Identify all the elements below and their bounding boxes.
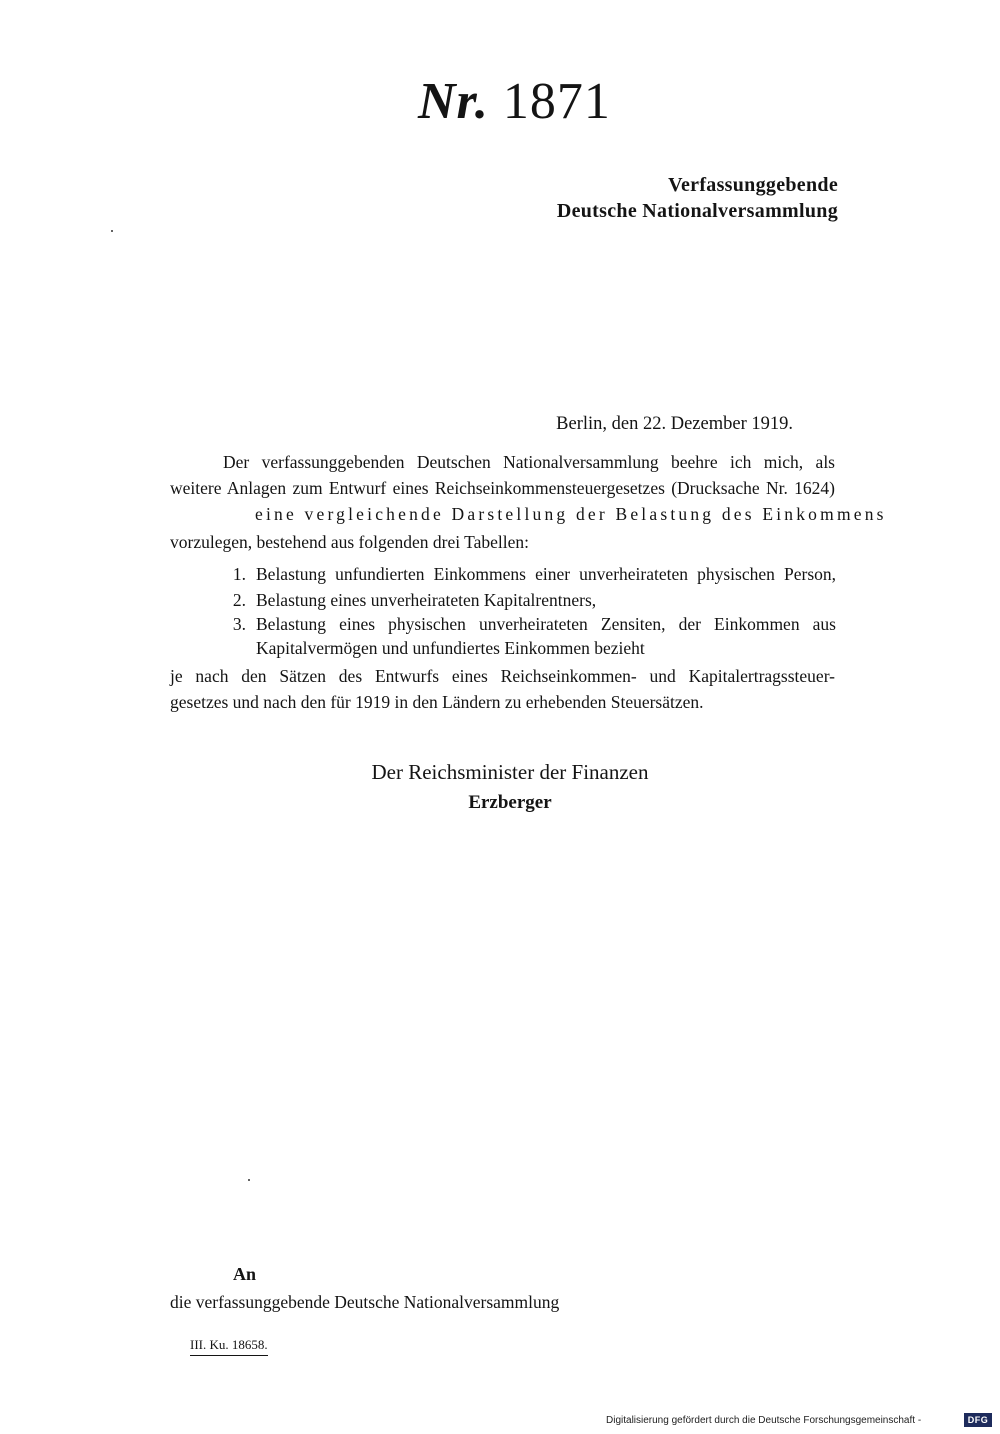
list-item-number: 3. xyxy=(232,614,246,634)
list-item-number: 1. xyxy=(232,564,246,584)
dateline: Berlin, den 22. Dezember 1919. xyxy=(556,414,793,434)
list-item-number: 2. xyxy=(232,590,246,610)
heading-line-2: Deutsche Nationalversammlung xyxy=(556,200,838,222)
signature-name: Erzberger xyxy=(468,792,552,813)
scan-speck xyxy=(111,230,113,232)
list-item-text: Belastung eines physischen unverheirateten Zensiten, der Einkommen aus xyxy=(256,614,836,634)
reference-number: III. Ku. 18658. xyxy=(190,1336,268,1356)
recipient-address: die verfassunggebende Deutsche Nationalversammlung xyxy=(170,1292,560,1312)
document-number xyxy=(418,72,611,132)
body-line-5: je nach den Sätzen des Entwurfs eines Reichseinkommen- und Kapitalertragssteuer- xyxy=(170,666,835,686)
funding-footer: Digitalisierung gefördert durch die Deutsche Forschungsgemeinschaft - xyxy=(606,1415,922,1426)
signature-title: Der Reichsminister der Finanzen xyxy=(371,760,649,784)
body-line-2: weitere Anlagen zum Entwurf eines Reichseinkommensteuergesetzes (Drucksache Nr. 1624) xyxy=(170,478,835,498)
number-prefix: Nr. xyxy=(418,73,489,130)
body-line-1: Der verfassunggebenden Deutschen Nationalversammlung beehre ich mich, als xyxy=(223,452,835,472)
body-line-6: gesetzes und nach den für 1919 in den Ländern zu erhebenden Steuersätzen. xyxy=(170,692,704,712)
recipient-label: An xyxy=(233,1264,257,1284)
scan-speck xyxy=(248,1179,250,1181)
list-item-text: Belastung eines unverheirateten Kapitalrentners, xyxy=(256,590,597,610)
list-item-text-continued: Kapitalvermögen und unfundiertes Einkommen bezieht xyxy=(256,638,645,658)
heading-line-1: Verfassunggebende xyxy=(668,174,838,196)
body-line-4: vorzulegen, bestehend aus folgenden drei Tabellen: xyxy=(170,532,530,552)
dfg-logo: DFG xyxy=(964,1413,992,1427)
body-line-3: eine vergleichende Darstellung der Belastung des Einkommens xyxy=(255,504,887,524)
number-value: 1871 xyxy=(502,73,611,130)
list-item-text: Belastung unfundierten Einkommens einer unverheirateten physischen Person, xyxy=(256,564,836,584)
